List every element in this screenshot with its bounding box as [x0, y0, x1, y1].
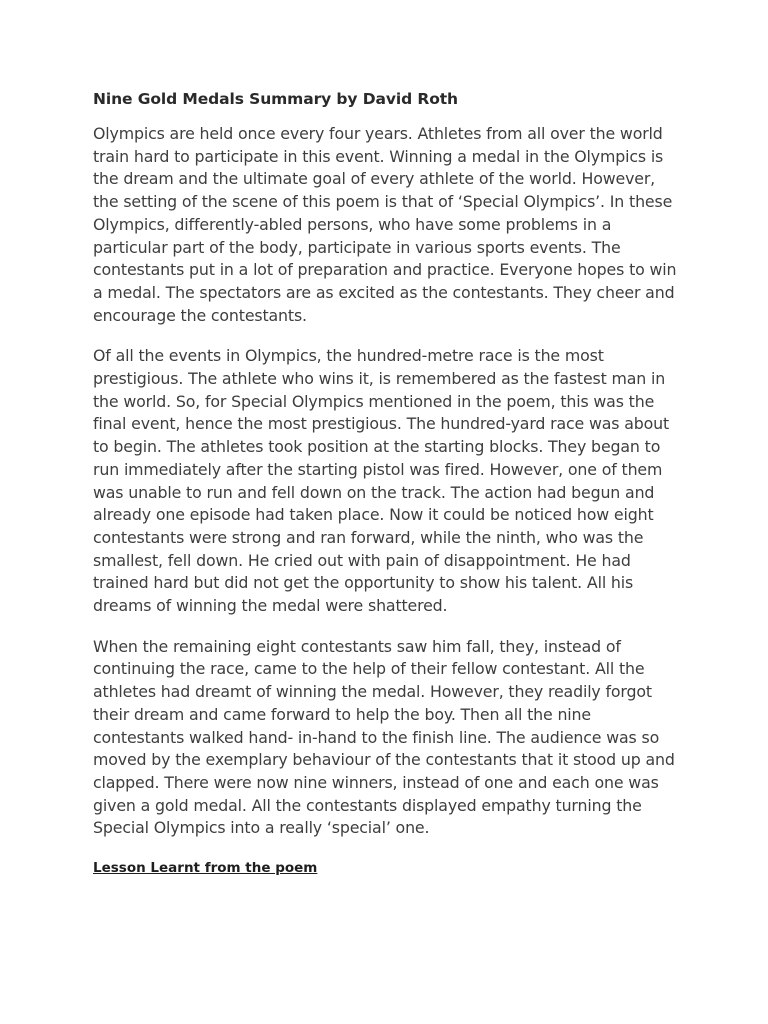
paragraph-winners: When the remaining eight contestants saw him fall, they, instead of continuing the race, came to the help of their fellow contestant. All the athletes had dreamt of winning the medal. However, they readily forgot their dream and came forward to help the boy. Then all the nine contestants walked hand- in-hand to the finish line. The audience was so moved by the exemplary behaviour of the contestants that it stood up and clapped. There were now nine winners, instead of one and each one was given a gold medal. All the contestants displayed empathy turning the Special Olympics into a really ‘special’ one. [93, 636, 675, 838]
document-title: Nine Gold Medals Summary by David Roth [93, 90, 458, 108]
paragraph-intro: Olympics are held once every four years. Athletes from all over the world train hard to participate in this event. Winning a medal in the Olympics is the dream and the ultimate goal of every athlete of the world. However, the setting of the scene of this poem is that of ‘Special Olympics’. In these Olympics, differently-abled persons, who have some problems in a particular part of the body, participate in various sports events. The contestants put in a lot of preparation and practice. Everyone hopes to win a medal. The spectators are as excited as the contestants. They cheer and encourage the contestants. [93, 124, 677, 325]
document-content [93, 88, 678, 878]
paragraph-race: Of all the events in Olympics, the hundred-metre race is the most prestigious. The athlete who wins it, is remembered as the fastest man in the world. So, for Special Olympics mentioned in the poem, this was the final event, hence the most prestigious. The hundred-yard race was about to begin. The athletes took position at the starting blocks. They began to run immediately after the starting pistol was fired. However, one of them was unable to run and fell down on the track. The action had begun and already one episode had taken place. Now it could be noticed how eight contestants were strong and ran forward, while the ninth, who was the smallest, fell down. He cried out with pain of disappointment. He had trained hard but did not get the opportunity to show his talent. All his dreams of winning the medal were shattered. [93, 346, 670, 616]
lesson-heading: Lesson Learnt from the poem [93, 860, 318, 877]
